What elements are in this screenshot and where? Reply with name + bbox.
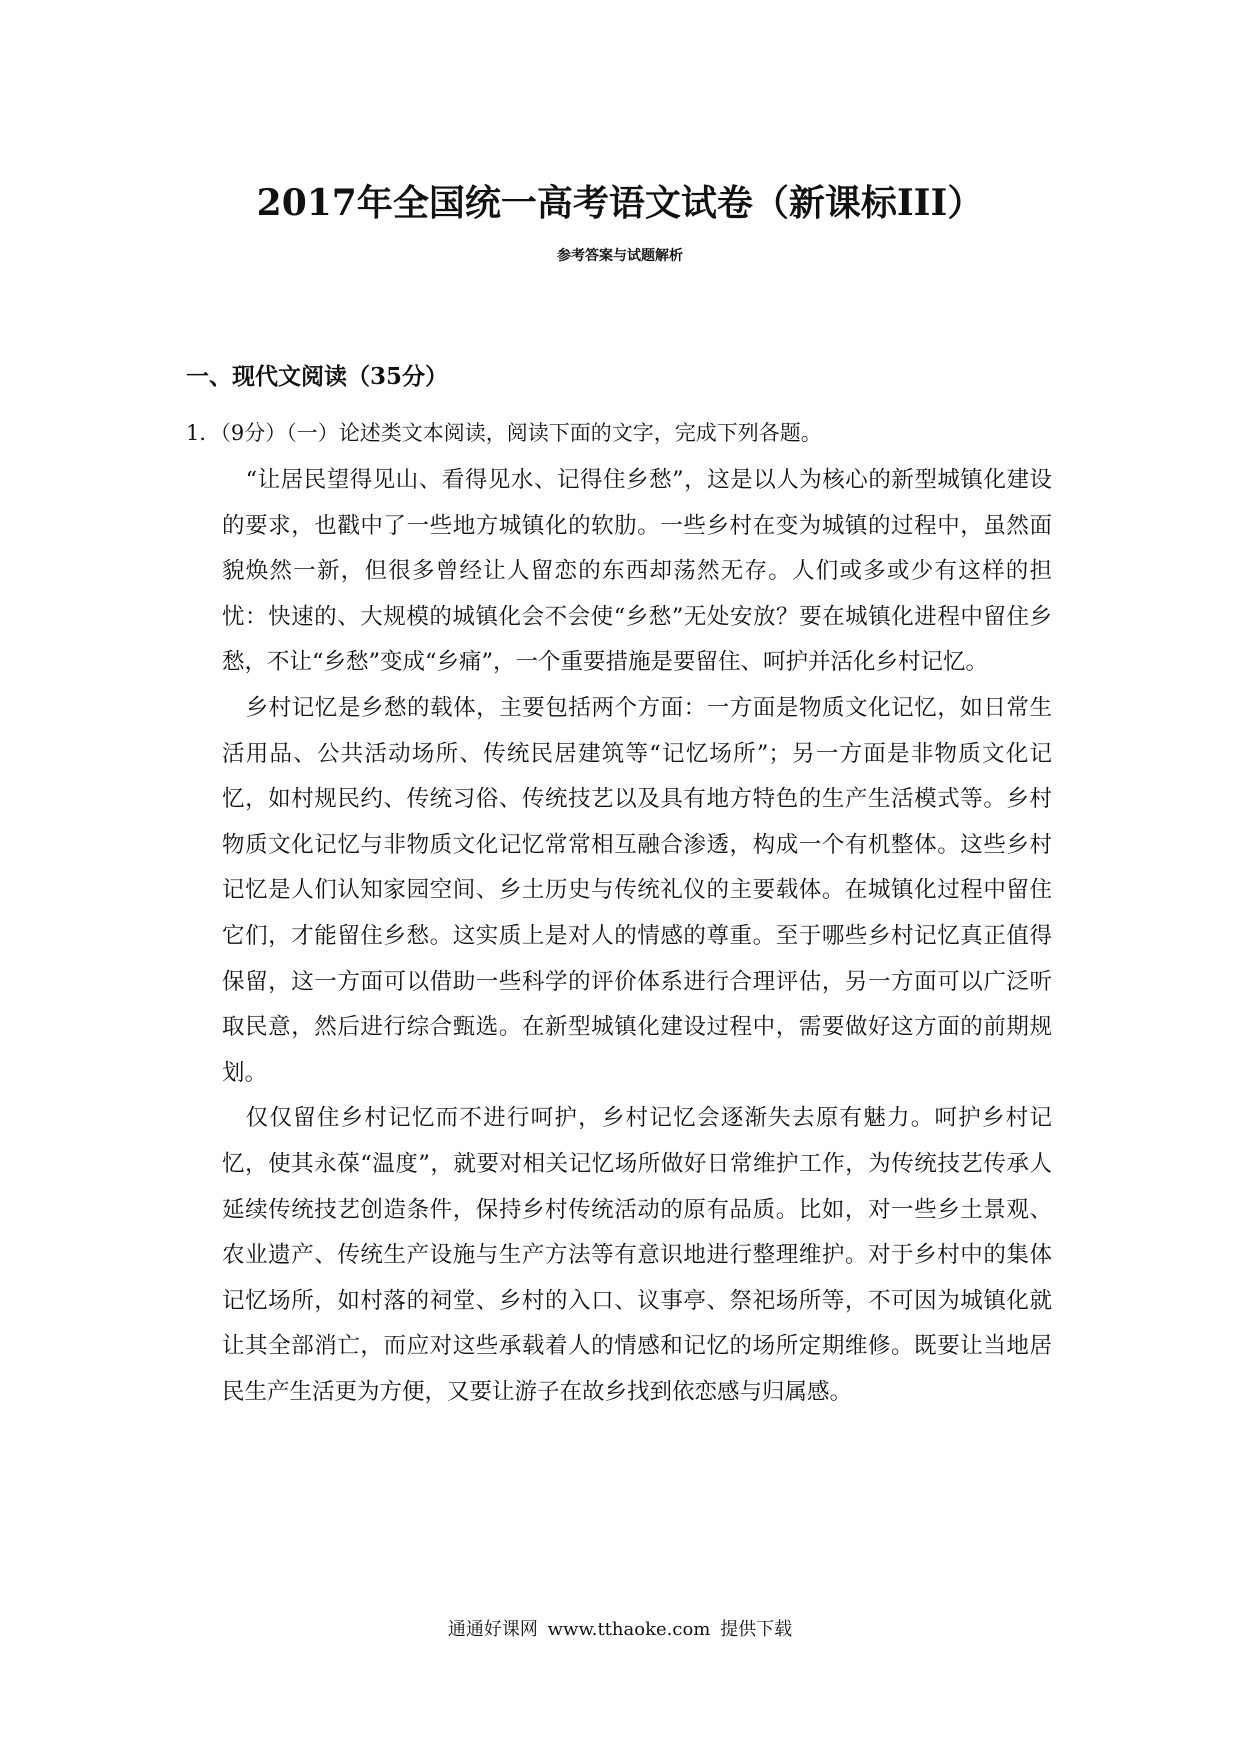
section-heading: 一、现代文阅读（35分） <box>186 363 449 390</box>
page-title: 2017年全国统一高考语文试卷（新课标III） <box>256 182 984 224</box>
passage <box>222 458 1052 1415</box>
passage-paragraph: “让居民望得见山、看得见水、记得住乡愁”，这是以人为核心的新型城镇化建设的要求，也戳中了一些地方城镇化的软肋。一些乡村在变为城镇的过程中，虽然面貌焕然一新，但很多曾经让人留恋的东西却荡然无存。人们或多或少有这样的担忧：快速的、大规模的城镇化会不会使“乡愁”无处安放？要在城镇化进程中留住乡愁，不让“乡愁”变成“乡痛”，一个重要措施是要留住、呵护并活化乡村记忆。 <box>222 467 1052 676</box>
passage-paragraph: 乡村记忆是乡愁的载体，主要包括两个方面：一方面是物质文化记忆，如日常生活用品、公共活动场所、传统民居建筑等“记忆场所”；另一方面是非物质文化记忆，如村规民约、传统习俗、传统技艺以及具有地方特色的生产生活模式等。乡村物质文化记忆与非物质文化记忆常常相互融合渗透，构成一个有机整体。这些乡村记忆是人们认知家园空间、乡土历史与传统礼仪的主要载体。在城镇化过程中留住它们，才能留住乡愁。这实质上是对人的情感的尊重。至于哪些乡村记忆真正值得保留，这一方面可以借助一些科学的评价体系进行合理评估，另一方面可以广泛听取民意，然后进行综合甄选。在新型城镇化建设过程中，需要做好这方面的前期规划。 <box>222 694 1052 1086</box>
question-stem: 1．（9分）（一）论述类文本阅读，阅读下面的文字，完成下列各题。 <box>186 421 822 445</box>
page-subtitle: 参考答案与试题解析 <box>557 248 683 264</box>
page-footer: 通通好课网 www.tthaoke.com 提供下载 <box>447 1619 793 1640</box>
passage-paragraph: 仅仅留住乡村记忆而不进行呵护，乡村记忆会逐渐失去原有魅力。呵护乡村记忆，使其永葆“温度”，就要对相关记忆场所做好日常维护工作，为传统技艺传承人延续传统技艺创造条件，保持乡村传统活动的原有品质。比如，对一些乡土景观、农业遗产、传统生产设施与生产方法等有意识地进行整理维护。对于乡村中的集体记忆场所，如村落的祠堂、乡村的入口、议事亭、祭祀场所等，不可因为城镇化就让其全部消亡，而应对这些承载着人的情感和记忆的场所定期维修。既要让当地居民生产生活更为方便，又要让游子在故乡找到依恋感与归属感。 <box>222 1105 1052 1405</box>
